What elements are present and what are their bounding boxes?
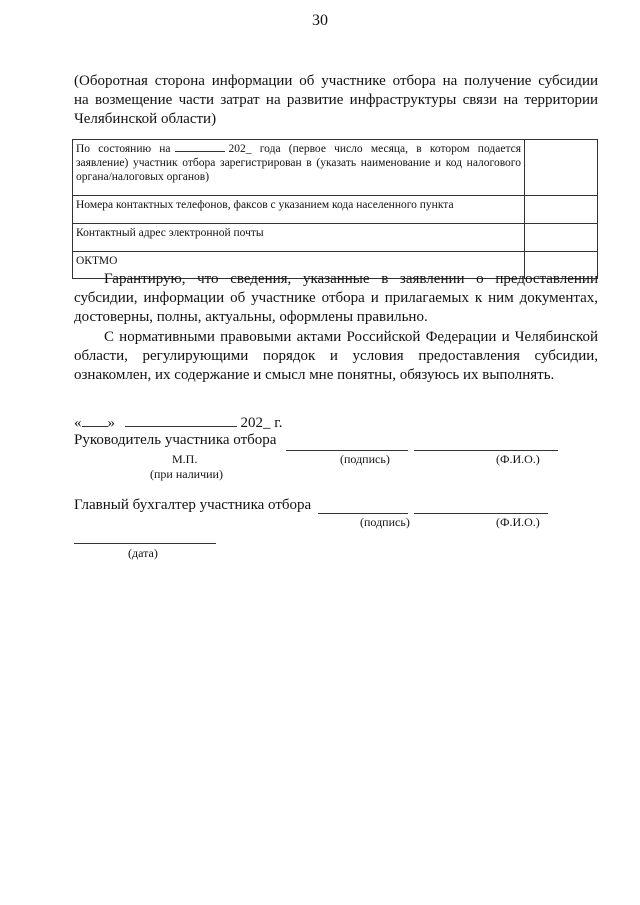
intro-line-1: (Оборотная сторона информации об участнике отбора на получение субсидии (74, 73, 598, 89)
date-line (74, 415, 282, 432)
open-quote: « (74, 415, 82, 431)
year-text: 202_ г. (240, 415, 283, 431)
stamp-note: (при наличии) (150, 467, 223, 481)
date-caption: (дата) (128, 546, 158, 560)
email-label: Контактный адрес электронной почты (73, 224, 525, 252)
tax-registration-value-cell[interactable] (525, 140, 598, 196)
intro-heading (74, 72, 598, 129)
accountant-name-line[interactable] (414, 513, 548, 514)
accountant-label: Главный бухгалтер участника отбора (74, 497, 312, 513)
as-of-label: По состоянию на (76, 143, 171, 155)
head-signature-caption: (подпись) (340, 452, 390, 466)
accountant-name-caption: (Ф.И.О.) (496, 515, 540, 529)
acknowledgement-paragraph: С нормативными правовыми актами Российской Федерации и Челябинской области, регулирующими порядок и условия предоставления субсидии, ознакомлен, их содержание и смысл мне понятны, обязуюсь их выполнять. (74, 329, 598, 383)
tax-registration-label (73, 140, 525, 196)
accountant-signature-caption: (подпись) (360, 515, 410, 529)
accountant-signature-line[interactable] (318, 513, 408, 514)
head-name-caption: (Ф.И.О.) (496, 452, 540, 466)
phones-value-cell[interactable] (525, 196, 598, 224)
date-signature-line[interactable] (74, 543, 216, 544)
date-blank (175, 151, 225, 152)
guarantee-paragraph: Гарантирую, что сведения, указанные в заявлении о предоставлении субсидии, информации об участнике отбора и прилагаемых к ним документах, достоверны, полны, актуальны, оформлены правильно. (74, 271, 598, 325)
stamp-label: М.П. (172, 452, 198, 466)
table-row (73, 140, 598, 196)
participant-info-table (72, 139, 598, 279)
day-blank[interactable] (82, 426, 108, 427)
head-name-line[interactable] (414, 450, 558, 451)
month-blank[interactable] (125, 426, 237, 427)
page-number: 30 (312, 12, 328, 29)
intro-line-2: на возмещение части затрат на развитие инфраструктуры связи на территории (74, 92, 598, 108)
phones-label: Номера контактных телефонов, факсов с указанием кода населенного пункта (73, 196, 525, 224)
intro-line-3: Челябинской области) (74, 111, 217, 127)
head-label: Руководитель участника отбора (74, 432, 277, 448)
email-value-cell[interactable] (525, 224, 598, 252)
oktmo-label: ОКТМО (73, 252, 525, 279)
tax-registration-text: 202_ года (первое число месяца, в котором подается заявление) участник отбора зарегистрирован в (указать наименование и код налогового органа/налоговых органов) (76, 143, 522, 183)
table-row (73, 224, 598, 252)
table-row (73, 196, 598, 224)
head-signature-line[interactable] (286, 450, 408, 451)
close-quote: » (107, 415, 115, 431)
